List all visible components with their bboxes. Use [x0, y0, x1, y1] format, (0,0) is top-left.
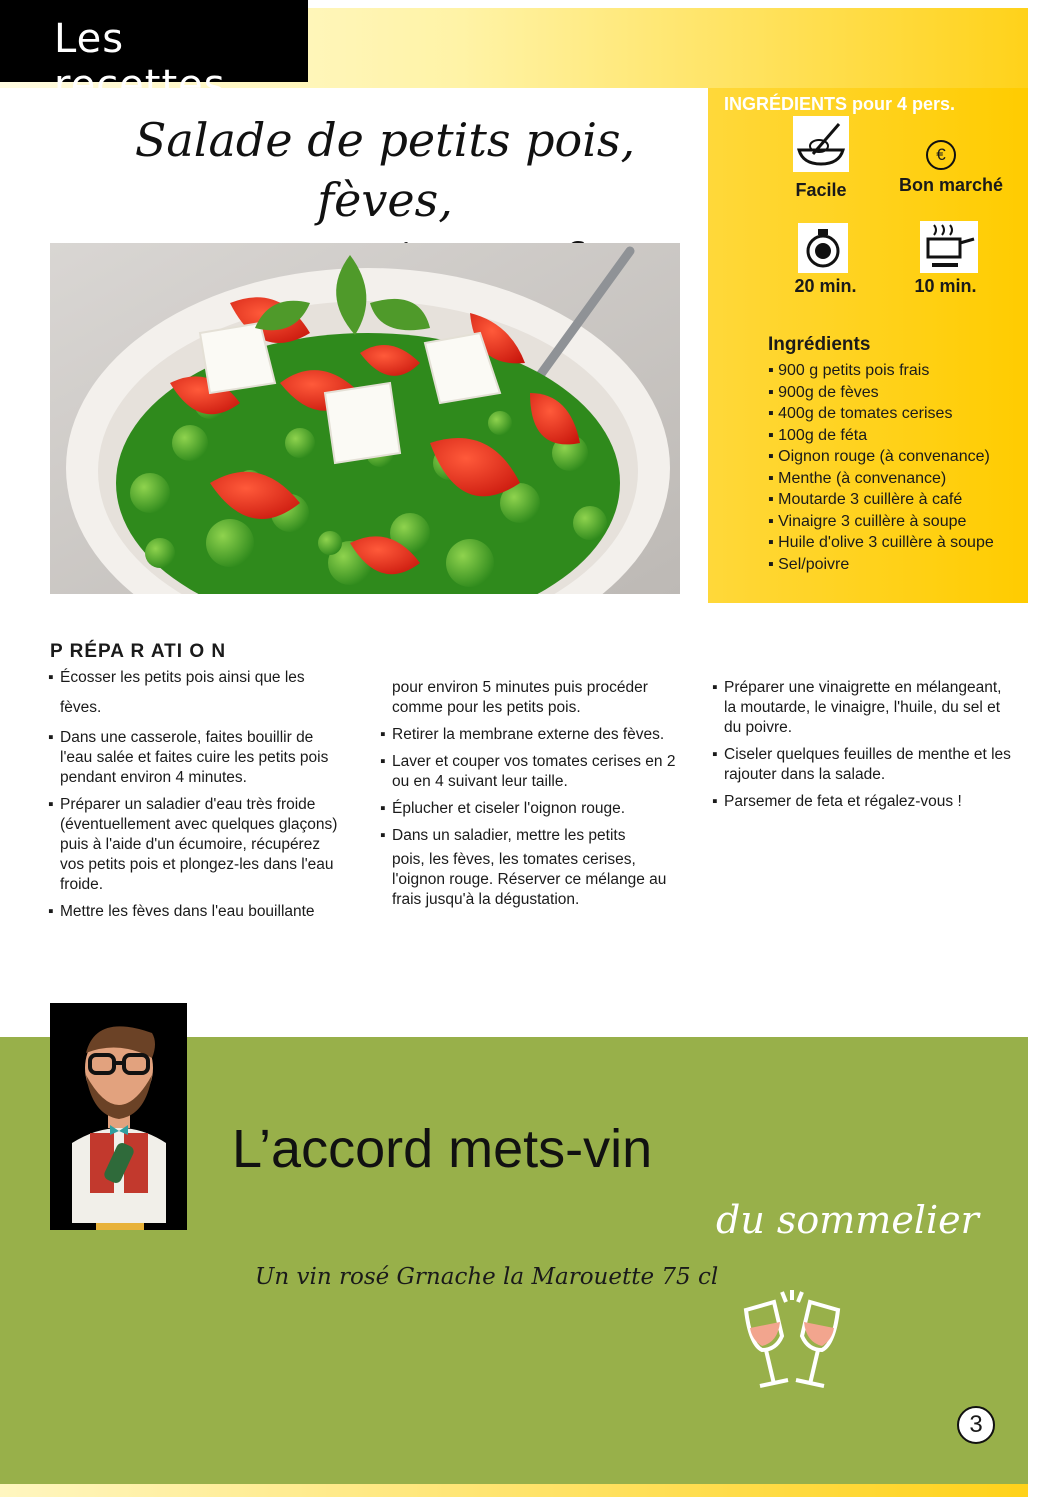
- ingredient-item: ▪ 900 g petits pois frais: [768, 360, 994, 382]
- preparation-step: ▪ Préparer un saladier d'eau très froide (éventuellement avec quelques glaçons) puis à l'aide d'un écumoire, récupérez vos petits pois et plongez-les dans l'eau froide.: [48, 795, 348, 895]
- page-number: 3: [957, 1406, 995, 1444]
- ingredient-item: ▪ Vinaigre 3 cuillère à soupe: [768, 511, 994, 533]
- ingredients-panel: [708, 88, 1028, 603]
- ingredients-title: Ingrédients: [768, 334, 871, 355]
- preparation-step: ▪ Mettre les fèves dans l'eau bouillante: [48, 902, 348, 922]
- ingredient-item: ▪ 100g de féta: [768, 425, 994, 447]
- recipe-title-line-1: Salade de petits pois, fèves,: [134, 113, 636, 227]
- preparation-step: ▪ Laver et couper vos tomates cerises en 2 ou en 4 suivant leur taille.: [380, 752, 680, 792]
- preparation-title: P RÉPA R ATI O N: [50, 641, 227, 662]
- saucepan-icon: [920, 221, 978, 273]
- ingredients-list: [768, 360, 994, 575]
- wine-glasses-icon: [736, 1288, 848, 1400]
- salad-photo: [50, 243, 680, 594]
- preparation-step: ▪ Dans un saladier, mettre les petits: [380, 826, 680, 846]
- preparation-column-2: [380, 678, 680, 917]
- price-label: Bon marché: [898, 175, 1004, 195]
- preparation-step: ▪ Éplucher et ciseler l'oignon rouge.: [380, 799, 680, 819]
- ingredient-item: ▪ Menthe (à convenance): [768, 468, 994, 490]
- ingredient-item: ▪ 400g de tomates cerises: [768, 403, 994, 425]
- preparation-step: ▪ Ciseler quelques feuilles de menthe et les rajouter dans la salade.: [712, 745, 1012, 785]
- cook-time-label: 10 min.: [914, 276, 977, 296]
- preparation-step: pour environ 5 minutes puis procéder comme pour les petits pois.: [392, 679, 648, 716]
- preparation-step: pois, les fèves, les tomates cerises, l'oignon rouge. Réserver ce mélange au frais jusqu'à la dégustation.: [392, 851, 667, 908]
- timer-icon: [798, 223, 848, 273]
- ingredient-item: ▪ Huile d'olive 3 cuillère à soupe: [768, 532, 994, 554]
- ingredients-heading: INGRÉDIENTS pour 4 pers.: [724, 94, 956, 114]
- difficulty-label: Facile: [795, 180, 847, 200]
- ingredient-item: ▪ Moutarde 3 cuillère à café: [768, 489, 994, 511]
- pairing-title: L’accord mets-vin: [232, 1119, 653, 1179]
- sommelier-illustration: [50, 1003, 187, 1230]
- section-header: [0, 0, 308, 108]
- preparation-step: ▪ Préparer une vinaigrette en mélangeant, la moutarde, le vinaigre, l'huile, du sel et du poivre.: [712, 678, 1012, 738]
- whisk-icon: [793, 116, 849, 172]
- ingredient-item: ▪ 900g de fèves: [768, 382, 994, 404]
- preparation-column-1: [48, 668, 348, 929]
- wine-recommendation: Un vin rosé Grnache la Marouette 75 cl: [255, 1264, 719, 1290]
- preparation-column-3: [712, 678, 1012, 819]
- prep-time-label: 20 min.: [794, 276, 857, 296]
- preparation-step: ▪ Dans une casserole, faites bouillir de l'eau salée et faites cuire les petits pois pendant environ 4 minutes.: [48, 728, 348, 788]
- preparation-step: ▪ Écosser les petits pois ainsi que les: [48, 668, 348, 688]
- section-title: Les recettes: [54, 16, 226, 108]
- pairing-subtitle: du sommelier: [716, 1198, 979, 1242]
- bottom-gradient-band: [0, 1484, 1028, 1497]
- preparation-step: ▪ Retirer la membrane externe des fèves.: [380, 725, 680, 745]
- ingredient-item: ▪ Sel/poivre: [768, 554, 994, 576]
- preparation-step: fèves.: [60, 699, 102, 716]
- ingredient-item: ▪ Oignon rouge (à convenance): [768, 446, 994, 468]
- preparation-step: ▪ Parsemer de feta et régalez-vous !: [712, 792, 1012, 812]
- euro-icon: €: [926, 140, 956, 170]
